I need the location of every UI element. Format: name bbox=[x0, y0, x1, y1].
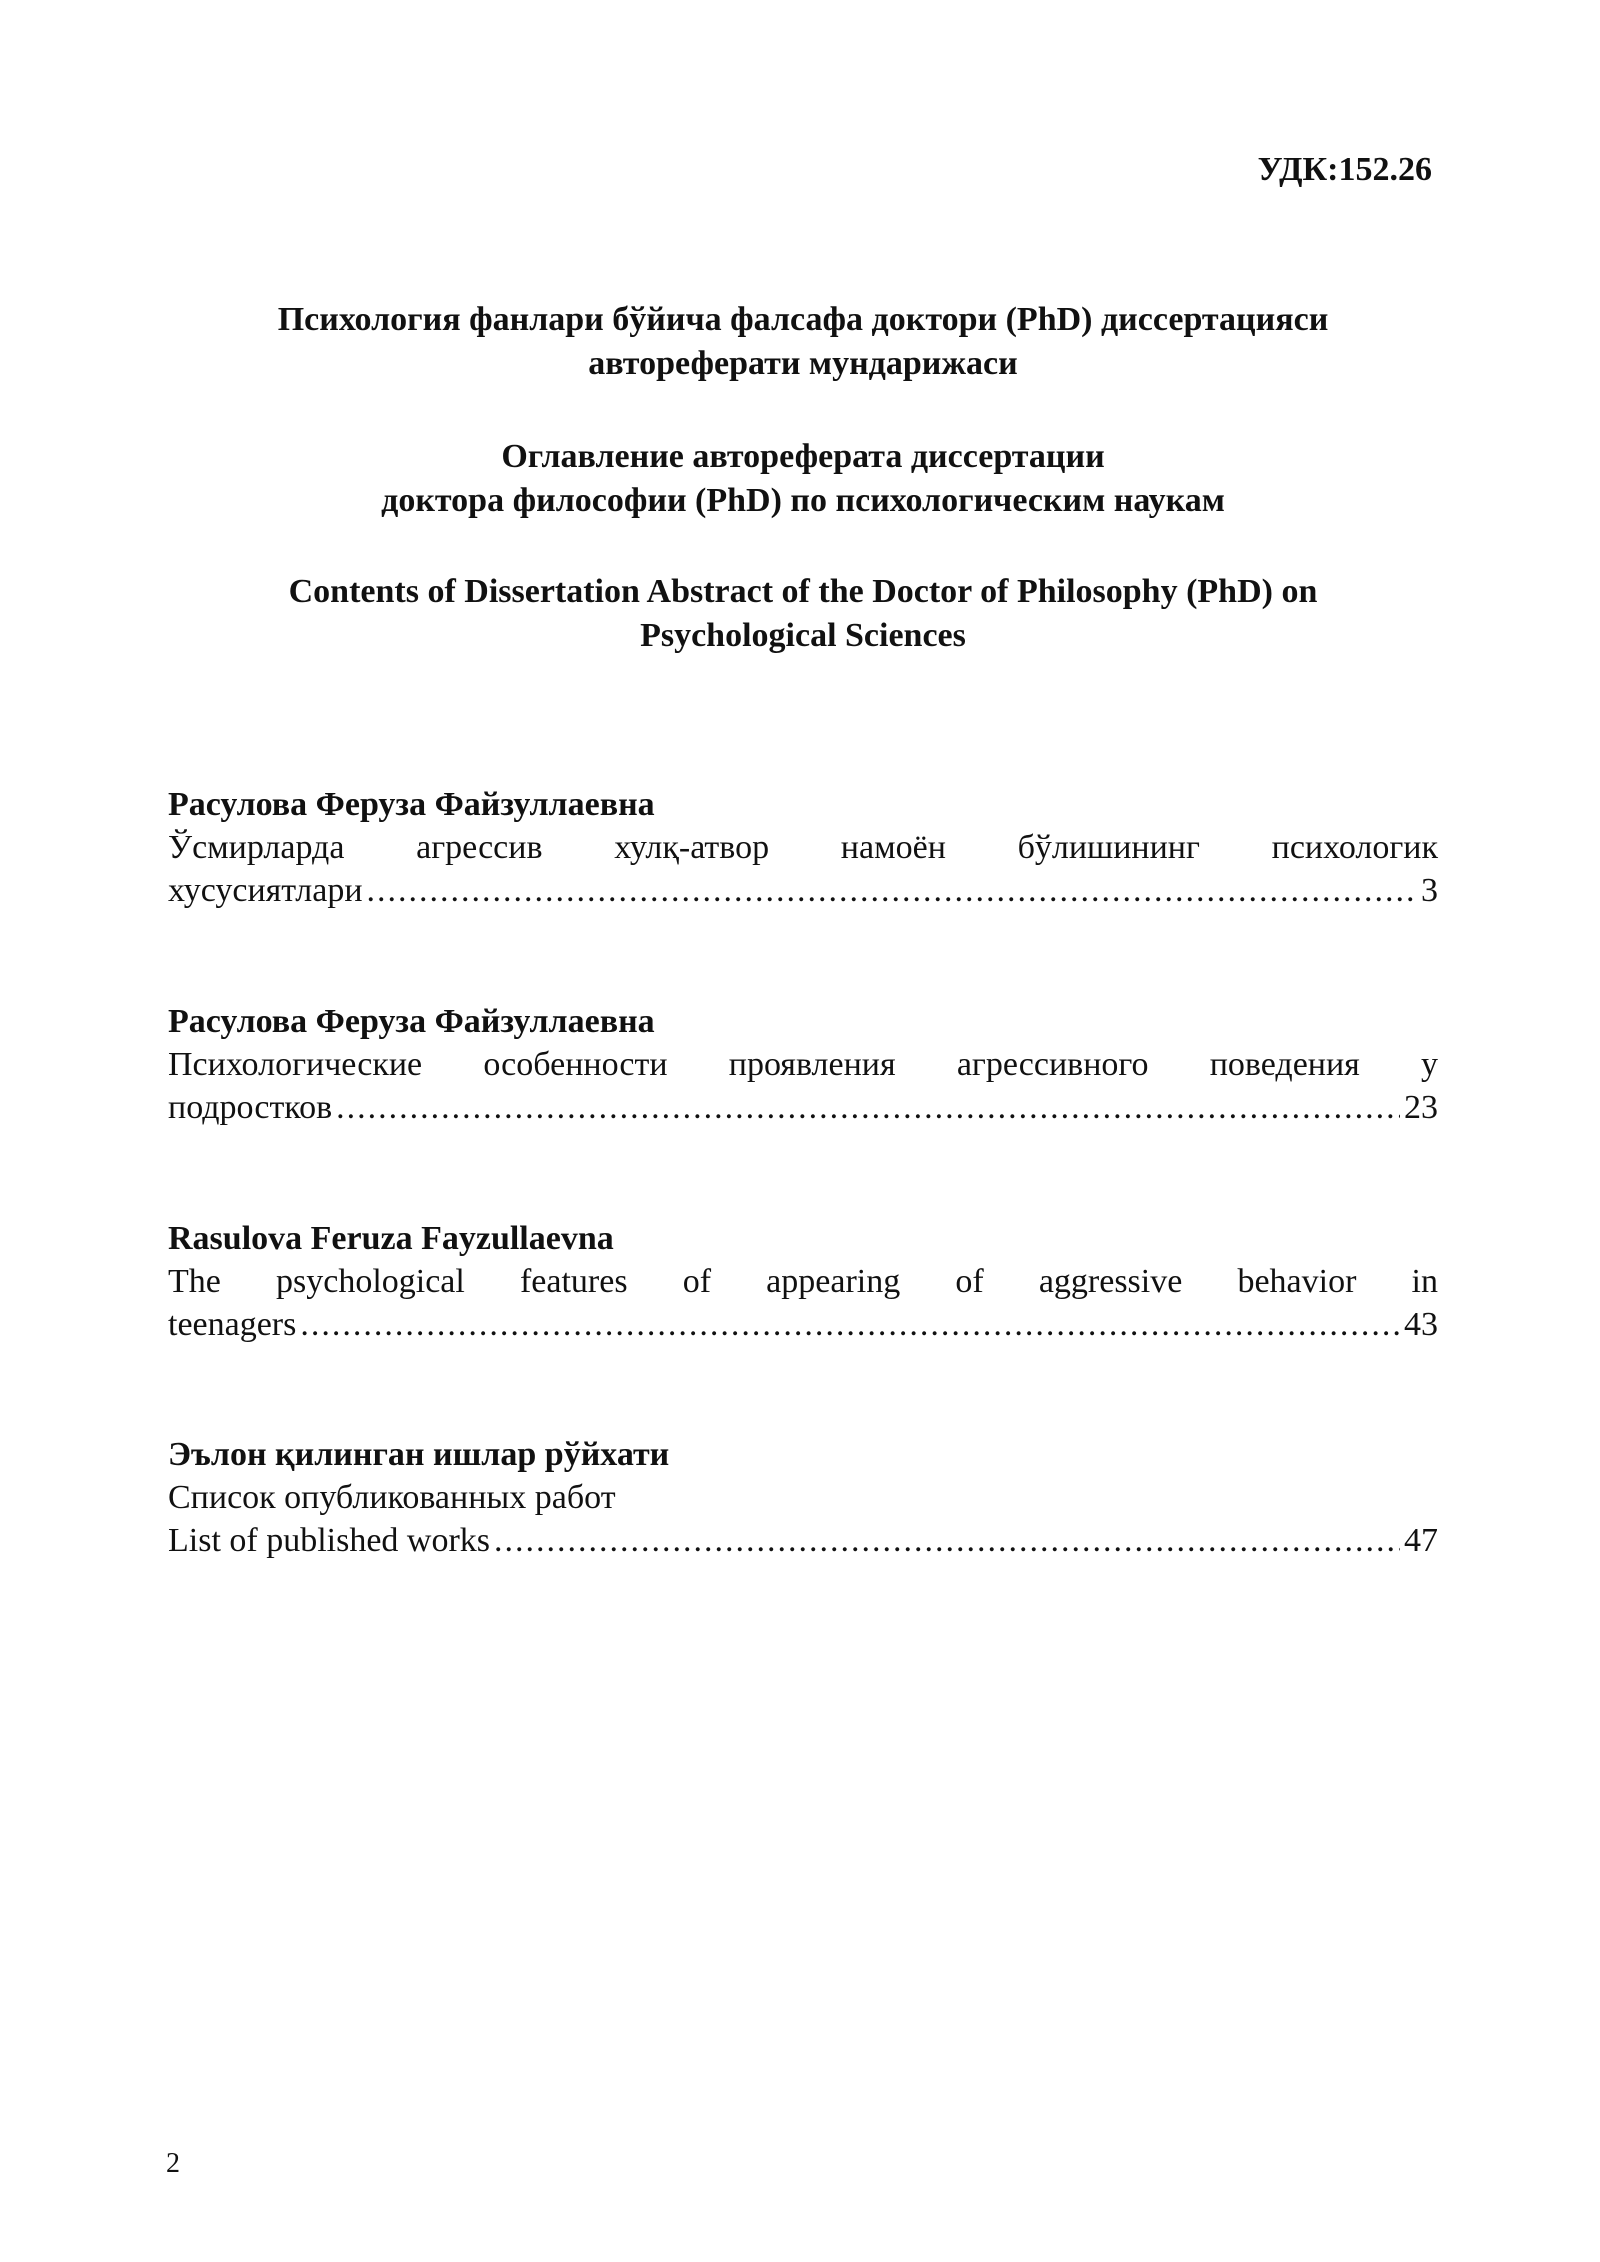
udk-code: УДК:152.26 bbox=[1257, 151, 1432, 188]
toc-entry-page: 23 bbox=[1404, 1089, 1438, 1126]
page-number: 2 bbox=[166, 2148, 180, 2179]
title-russian-line-2: доктора философии (PhD) по психологическим наукам bbox=[381, 482, 1225, 519]
title-uzbek bbox=[168, 298, 1438, 386]
toc-entry bbox=[168, 1000, 1438, 1129]
title-english bbox=[168, 570, 1438, 658]
toc-entry-leader[interactable] bbox=[168, 869, 1438, 912]
toc-entry bbox=[168, 783, 1438, 912]
toc-entry-title-end: хусусиятлари bbox=[168, 872, 363, 909]
toc-entry bbox=[168, 1217, 1438, 1346]
toc-entry bbox=[168, 1433, 1438, 1562]
toc-entry-author: Эълон қилинган ишлар рўйхати bbox=[168, 1436, 670, 1473]
title-english-line-1: Contents of Dissertation Abstract of the Doctor of Philosophy (PhD) on bbox=[288, 573, 1318, 610]
title-russian-line-1: Оглавление автореферата диссертации bbox=[501, 438, 1105, 475]
toc-entry-page: 3 bbox=[1421, 872, 1438, 909]
toc-entry-title-end: List of published works bbox=[168, 1522, 491, 1559]
title-english-line-2: Psychological Sciences bbox=[640, 617, 966, 654]
dot-leader bbox=[300, 1303, 1400, 1346]
toc-entry-title: Психологические особенности проявления агрессивного поведения у bbox=[168, 1046, 1438, 1083]
toc-entry-author: Rasulova Feruza Fayzullaevna bbox=[168, 1220, 614, 1257]
toc-entry-title-end: teenagers bbox=[168, 1306, 297, 1343]
toc-entry-title: Ўсмирларда агрессив хулқ-атвор намоён бўлишининг психологик bbox=[168, 829, 1438, 866]
toc-entry-title: The psychological features of appearing of aggressive behavior in bbox=[168, 1263, 1438, 1300]
title-russian bbox=[168, 435, 1438, 523]
toc-entry-title-end: подростков bbox=[168, 1089, 333, 1126]
dot-leader bbox=[494, 1519, 1400, 1562]
title-uzbek-line-2: автореферати мундарижаси bbox=[588, 345, 1018, 382]
toc-entry-author: Расулова Феруза Файзуллаевна bbox=[168, 786, 655, 823]
toc-entry-page: 47 bbox=[1404, 1522, 1438, 1559]
toc-entry-leader[interactable] bbox=[168, 1086, 1438, 1129]
dot-leader bbox=[367, 869, 1417, 912]
dot-leader bbox=[336, 1086, 1400, 1129]
toc-entry-page: 43 bbox=[1404, 1306, 1438, 1343]
toc-entry-author: Расулова Феруза Файзуллаевна bbox=[168, 1003, 655, 1040]
title-uzbek-line-1: Психология фанлари бўйича фалсафа доктори (PhD) диссертацияси bbox=[277, 301, 1329, 338]
toc-entry-leader[interactable] bbox=[168, 1519, 1438, 1562]
toc-entry-title: Список опубликованных работ bbox=[168, 1479, 616, 1516]
toc-entry-leader[interactable] bbox=[168, 1303, 1438, 1346]
